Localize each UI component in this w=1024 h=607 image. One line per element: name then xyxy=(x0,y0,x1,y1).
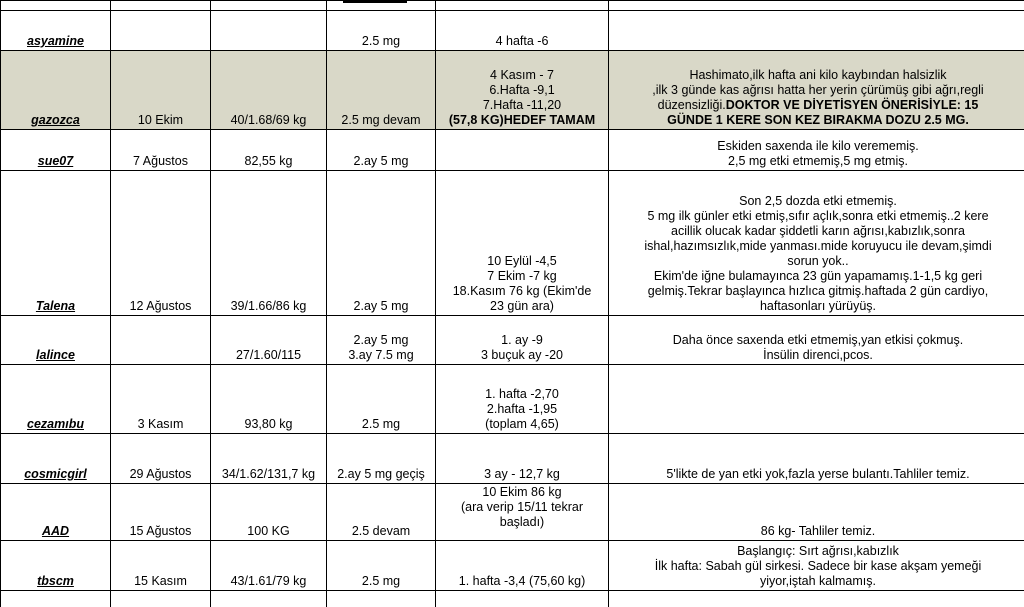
table-row xyxy=(1,316,1024,365)
date-cell[interactable] xyxy=(111,434,211,484)
progress-line: (ara verip 15/11 tekrar xyxy=(460,500,584,514)
username-cell[interactable] xyxy=(1,434,111,484)
progress-cell[interactable] xyxy=(436,484,609,541)
progress-line: 3 ay - 12,7 kg xyxy=(484,467,560,481)
note-line: Eskiden saxenda ile kilo verememiş. xyxy=(717,139,919,153)
username-cell[interactable] xyxy=(1,365,111,434)
note-line xyxy=(611,98,1024,113)
progress-line: 7.Hafta -11,20 xyxy=(482,98,562,112)
dose: 2.5 mg devam xyxy=(341,113,421,127)
progress-cell[interactable] xyxy=(436,316,609,365)
progress-cell[interactable] xyxy=(436,11,609,51)
table-row xyxy=(1,51,1024,130)
table-row xyxy=(1,434,1024,484)
table-row xyxy=(1,365,1024,434)
start-date: 29 Ağustos xyxy=(129,467,192,481)
username: Talena xyxy=(35,299,76,313)
start-date: 10 Ekim xyxy=(137,113,184,127)
username-cell[interactable] xyxy=(1,541,111,591)
date-cell[interactable] xyxy=(111,130,211,171)
dose-cell[interactable] xyxy=(327,316,436,365)
weight-cell[interactable] xyxy=(211,434,327,484)
table-row xyxy=(1,11,1024,51)
cell[interactable] xyxy=(436,1,609,11)
weight: 82,55 kg xyxy=(244,154,293,168)
cell[interactable] xyxy=(111,1,211,11)
cell[interactable] xyxy=(327,591,436,607)
weight-cell[interactable] xyxy=(211,365,327,434)
note-bold-text: DOKTOR VE DİYETİSYEN ÖNERİSİYLE: 15 xyxy=(725,98,979,112)
weight-cell[interactable] xyxy=(211,484,327,541)
note-line: 2,5 mg etki etmemiş,5 mg etmiş. xyxy=(728,154,908,168)
weight-cell[interactable] xyxy=(211,11,327,51)
dose-cell[interactable] xyxy=(327,130,436,171)
date-cell[interactable] xyxy=(111,11,211,51)
progress-cell[interactable] xyxy=(436,171,609,316)
progress-line: 18.Kasım 76 kg (Ekim'de xyxy=(452,284,592,298)
progress-line: 1. hafta -3,4 (75,60 kg) xyxy=(458,574,586,588)
dose: 2.ay 5 mg xyxy=(353,299,409,313)
dose: 2.5 mg xyxy=(361,417,401,431)
date-cell[interactable] xyxy=(111,365,211,434)
start-date: 12 Ağustos xyxy=(129,299,192,313)
weight-cell[interactable] xyxy=(211,171,327,316)
weight-cell[interactable] xyxy=(211,130,327,171)
progress-cell[interactable] xyxy=(436,130,609,171)
dose: 2.ay 5 mg xyxy=(353,154,409,168)
progress-line: (toplam 4,65) xyxy=(485,417,559,431)
note-line: Ekim'de iğne bulamayınca 23 gün yapamamış.1-1,5 kg geri xyxy=(653,269,983,283)
notes-cell[interactable] xyxy=(609,484,1024,541)
note-line: İlk hafta: Sabah gül sirkesi. Sadece bir kase akşam yemeği xyxy=(654,559,982,573)
username-cell[interactable] xyxy=(1,316,111,365)
dose-cell[interactable] xyxy=(327,541,436,591)
cell[interactable] xyxy=(1,1,111,11)
username: lalince xyxy=(36,348,75,362)
progress-line: 23 gün ara) xyxy=(490,299,554,313)
username: AAD xyxy=(41,524,70,538)
weight-cell[interactable] xyxy=(211,316,327,365)
progress-line: 4 hafta -6 xyxy=(495,34,549,48)
start-date: 15 Ağustos xyxy=(129,524,192,538)
dose: 2.ay 5 mg geçiş xyxy=(337,467,425,481)
date-cell[interactable] xyxy=(111,541,211,591)
note-line: Başlangıç: Sırt ağrısı,kabızlık xyxy=(737,544,899,558)
table-row xyxy=(1,1,1024,11)
goal-reached-text: (57,8 KG)HEDEF TAMAM xyxy=(448,113,596,127)
note-line: ishal,hazımsızlık,mide yanması.mide koruyucu ile devam,şimdi xyxy=(644,239,992,253)
note-bold-line: GÜNDE 1 KERE SON KEZ BIRAKMA DOZU 2.5 MG. xyxy=(667,113,969,127)
username-cell[interactable] xyxy=(1,51,111,130)
progress-cell[interactable] xyxy=(436,51,609,130)
progress-cell[interactable] xyxy=(436,434,609,484)
start-date: 7 Ağustos xyxy=(133,154,188,168)
date-cell[interactable] xyxy=(111,51,211,130)
note-line: İnsülin direnci,pcos. xyxy=(763,348,873,362)
weight: 100 KG xyxy=(247,524,290,538)
progress-cell[interactable] xyxy=(436,365,609,434)
username: cosmicgirl xyxy=(24,467,87,481)
dose-cell[interactable] xyxy=(327,11,436,51)
note-line: acillik olucak kadar şiddetli karın ağrısı,kabızlık,sonra xyxy=(671,224,965,238)
username: asyamine xyxy=(27,34,84,48)
notes-cell[interactable] xyxy=(609,316,1024,365)
progress-cell[interactable] xyxy=(436,541,609,591)
progress-line: başladı) xyxy=(499,515,545,529)
username: gazozca xyxy=(31,113,80,127)
weight: 39/1.66/86 kg xyxy=(230,299,307,313)
note-line: yiyor,iştah kalmamış. xyxy=(759,574,876,588)
date-cell[interactable] xyxy=(111,484,211,541)
start-date: 15 Kasım xyxy=(134,574,187,588)
notes-cell[interactable] xyxy=(609,541,1024,591)
weight: 40/1.68/69 kg xyxy=(230,113,307,127)
dose-cell[interactable] xyxy=(327,171,436,316)
dose-cell[interactable] xyxy=(327,434,436,484)
table-row xyxy=(1,484,1024,541)
note-line: haftasonları yürüyüş. xyxy=(759,299,877,313)
weight: 27/1.60/115 xyxy=(235,348,302,362)
weight-cell[interactable] xyxy=(211,541,327,591)
table-row xyxy=(1,591,1024,607)
weight: 34/1.62/131,7 kg xyxy=(221,467,316,481)
cell[interactable] xyxy=(609,591,1024,607)
dose: 2.5 devam xyxy=(351,524,411,538)
notes-cell[interactable] xyxy=(609,130,1024,171)
progress-line: 7 Ekim -7 kg xyxy=(487,269,557,283)
note-line: Son 2,5 dozda etki etmemiş. xyxy=(739,194,897,208)
notes-cell[interactable] xyxy=(609,171,1024,316)
cell[interactable] xyxy=(111,591,211,607)
username: tbscm xyxy=(37,574,74,588)
notes-cell[interactable] xyxy=(609,51,1024,130)
cell[interactable] xyxy=(327,1,436,11)
cell[interactable] xyxy=(211,591,327,607)
username-cell[interactable] xyxy=(1,171,111,316)
dose: 2.ay 5 mg xyxy=(353,333,409,347)
note-line: sorun yok.. xyxy=(787,254,849,268)
cell[interactable] xyxy=(1,591,111,607)
dose-cell[interactable] xyxy=(327,365,436,434)
notes-cell[interactable] xyxy=(609,434,1024,484)
weight-cell[interactable] xyxy=(211,51,327,130)
note-line: Daha önce saxenda etki etmemiş,yan etkisi çokmuş. xyxy=(672,333,964,347)
progress-line: 1. ay -9 xyxy=(501,333,543,347)
table-row xyxy=(1,130,1024,171)
note-line: 86 kg- Tahliler temiz. xyxy=(760,524,876,538)
note-line: 5'likte de yan etki yok,fazla yerse bulantı.Tahliler temiz. xyxy=(666,467,970,481)
start-date: 3 Kasım xyxy=(137,417,184,431)
username-cell[interactable] xyxy=(1,484,111,541)
progress-line: 3 buçuk ay -20 xyxy=(481,348,563,362)
note-text: düzensizliği. xyxy=(657,98,726,112)
progress-line: 10 Ekim 86 kg xyxy=(482,485,562,499)
table-row xyxy=(1,541,1024,591)
cell[interactable] xyxy=(609,1,1024,11)
dose-cell[interactable] xyxy=(327,484,436,541)
dose-cell[interactable] xyxy=(327,51,436,130)
cell[interactable] xyxy=(436,591,609,607)
date-cell[interactable] xyxy=(111,171,211,316)
progress-line: 4 Kasım - 7 xyxy=(490,68,554,82)
progress-line: 6.Hafta -9,1 xyxy=(489,83,555,97)
table-row xyxy=(1,171,1024,316)
notes-cell[interactable] xyxy=(609,365,1024,434)
weight: 93,80 kg xyxy=(244,417,293,431)
username-cell[interactable] xyxy=(1,11,111,51)
username: sue07 xyxy=(37,154,74,168)
dose: 3.ay 7.5 mg xyxy=(348,348,414,362)
note-line: 5 mg ilk günler etki etmiş,sıfır açlık,sonra etki etmemiş..2 kere xyxy=(647,209,989,223)
username: cezamıbu xyxy=(27,417,84,431)
progress-line: 1. hafta -2,70 xyxy=(485,387,559,401)
dose: 2.5 mg xyxy=(361,34,401,48)
note-line: Hashimato,ilk hafta ani kilo kaybından halsizlik xyxy=(689,68,947,82)
note-line: gelmiş.Tekrar başlayınca hızlıca gitmiş.haftada 2 gün cardiyo, xyxy=(647,284,989,298)
notes-cell[interactable] xyxy=(609,11,1024,51)
date-cell[interactable] xyxy=(111,316,211,365)
username-cell[interactable] xyxy=(1,130,111,171)
note-line: ,ilk 3 günde kas ağrısı hatta her yerin çürümüş gibi ağrı,regli xyxy=(652,83,984,97)
weight: 43/1.61/79 kg xyxy=(230,574,307,588)
cell[interactable] xyxy=(211,1,327,11)
progress-line: 10 Eylül -4,5 xyxy=(487,254,557,268)
progress-line: 2.hafta -1,95 xyxy=(486,402,558,416)
dose: 2.5 mg xyxy=(361,574,401,588)
